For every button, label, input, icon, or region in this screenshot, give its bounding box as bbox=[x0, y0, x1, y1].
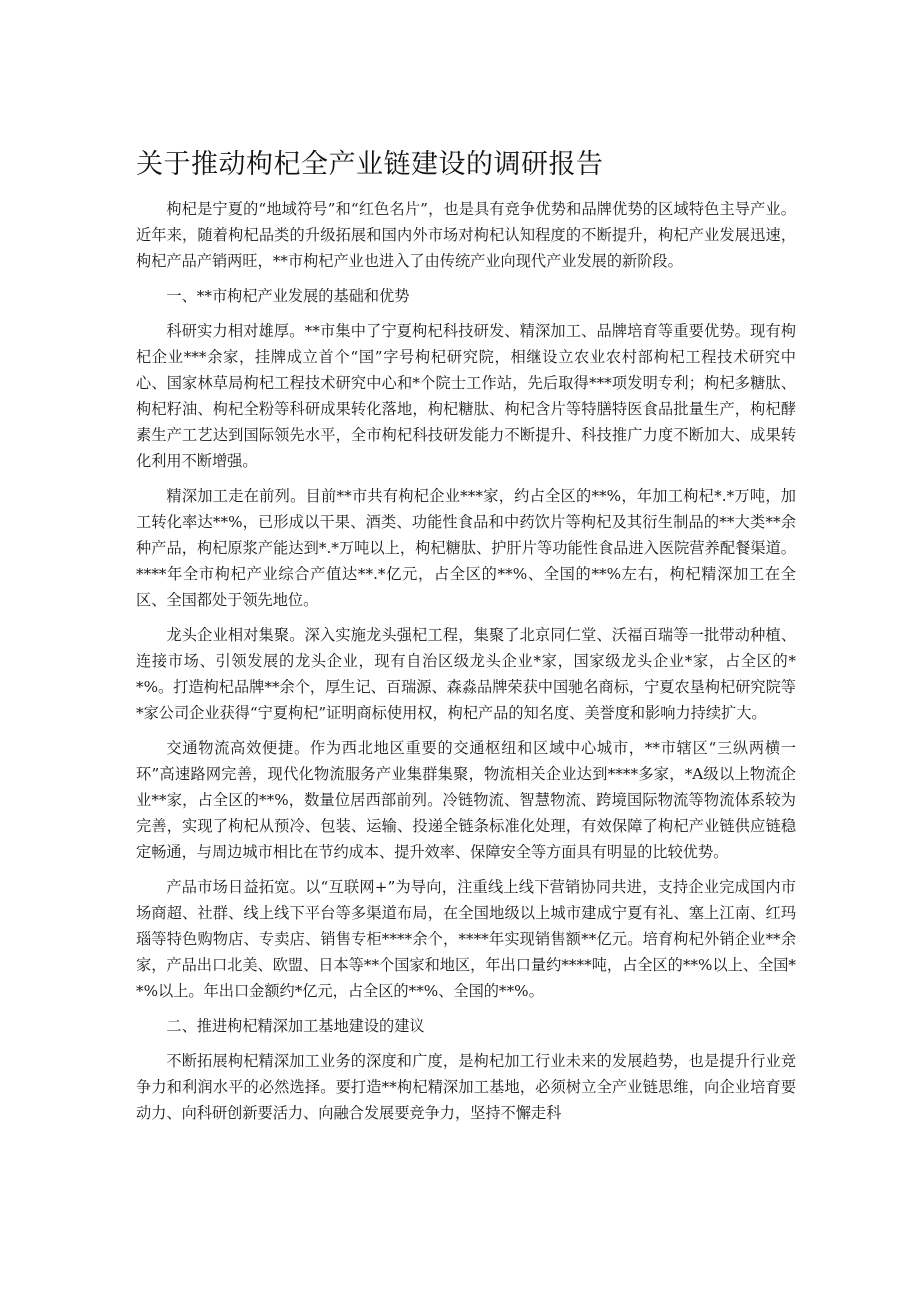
paragraph-leading-enterprises: 龙头企业相对集聚。深入实施龙头强杞工程，集聚了北京同仁堂、沃福百瑞等一批带动种植、连接市场、引领发展的龙头企业，现有自治区级龙头企业*家，国家级龙头企业*家，占全区的**%。打造枸杞品牌**余个，厚生记、百瑞源、森淼品牌荣获中国驰名商标，宁夏农垦枸杞研究院等*家公司企业获得“宁夏枸杞”证明商标使用权，枸杞产品的知名度、美誉度和影响力持续扩大。 bbox=[136, 626, 796, 722]
paragraph-research: 科研实力相对雄厚。**市集中了宁夏枸杞科技研发、精深加工、品牌培育等重要优势。现有枸杞企业***余家，挂牌成立首个“国”字号枸杞研究院，相继设立农业农村部枸杞工程技术研究中心、国家林草局枸杞工程技术研究中心和*个院士工作站，先后取得***项发明专利；枸杞多糖肽、枸杞籽油、枸杞全粉等科研成果转化落地，枸杞糖肽、枸杞含片等特膳特医食品批量生产，枸杞酵素生产工艺达到国际领先水平，全市枸杞科技研发能力不断提升、科技推广力度不断加大、成果转化利用不断增强。 bbox=[136, 322, 796, 470]
document-body bbox=[136, 196, 796, 1135]
paragraph-processing: 精深加工走在前列。目前**市共有枸杞企业***家，约占全区的**%，年加工枸杞*.*万吨，加工转化率达**%，已形成以干果、酒类、功能性食品和中药饮片等枸杞及其衍生制品的**大类**余种产品，枸杞原浆产能达到*.*万吨以上，枸杞糖肽、护肝片等功能性食品进入医院营养配餐渠道。****年全市枸杞产业综合产值达**.*亿元，占全区的**%、全国的**%左右，枸杞精深加工在全区、全国都处于领先地位。 bbox=[136, 487, 796, 609]
paragraph-recommendation: 不断拓展枸杞精深加工业务的深度和广度，是枸杞加工行业未来的发展趋势，也是提升行业竞争力和利润水平的必然选择。要打造**枸杞精深加工基地，必须树立全产业链思维，向企业培育要动力、向科研创新要活力、向融合发展要竞争力，坚持不懈走科 bbox=[136, 1052, 796, 1122]
intro-paragraph: 枸杞是宁夏的“地域符号”和“红色名片”，也是具有竞争优势和品牌优势的区域特色主导产业。近年来，随着枸杞品类的升级拓展和国内外市场对枸杞认知程度的不断提升，枸杞产业发展迅速，枸杞产品产销两旺，**市枸杞产业也进入了由传统产业向现代产业发展的新阶段。 bbox=[136, 200, 796, 270]
paragraph-logistics: 交通物流高效便捷。作为西北地区重要的交通枢纽和区域中心城市，**市辖区“三纵两横一环”高速路网完善，现代化物流服务产业集群集聚，物流相关企业达到****多家，*A级以上物流企业**家，占全区的**%，数量位居西部前列。冷链物流、智慧物流、跨境国际物流等物流体系较为完善，实现了枸杞从预冷、包装、运输、投递全链条标准化处理，有效保障了枸杞产业链供应链稳定畅通，与周边城市相比在节约成本、提升效率、保障安全等方面具有明显的比较优势。 bbox=[136, 739, 796, 861]
section-heading-2: 二、推进枸杞精深加工基地建设的建议 bbox=[166, 1017, 425, 1035]
section-heading-1: 一、**市枸杞产业发展的基础和优势 bbox=[166, 287, 410, 305]
document-title: 关于推动枸杞全产业链建设的调研报告 bbox=[136, 149, 604, 180]
paragraph-market: 产品市场日益拓宽。以“互联网+”为导向，注重线上线下营销协同共进，支持企业完成国内市场商超、社群、线上线下平台等多渠道布局，在全国地级以上城市建成宁夏有礼、塞上江南、红玛瑙等特色购物店、专卖店、销售专柜****余个，****年实现销售额**亿元。培育枸杞外销企业**余家，产品出口北美、欧盟、日本等**个国家和地区，年出口量约****吨，占全区的**%以上、全国**%以上。年出口金额约*亿元，占全区的**%、全国的**%。 bbox=[136, 878, 796, 1000]
